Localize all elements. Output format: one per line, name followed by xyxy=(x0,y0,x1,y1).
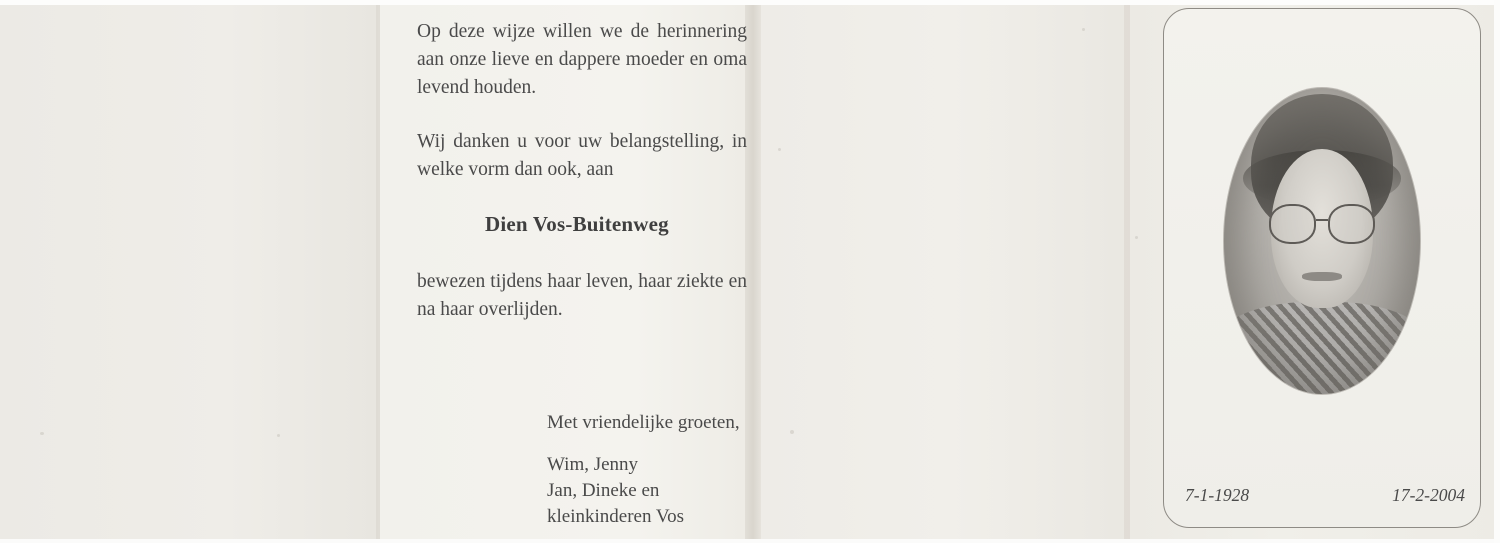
scan-edge-top xyxy=(0,0,1500,5)
scan-edge-bottom xyxy=(0,539,1500,543)
life-dates xyxy=(1185,485,1465,506)
paper-speck xyxy=(277,434,280,437)
paper-speck xyxy=(1082,28,1085,31)
paper-speck xyxy=(40,432,44,435)
signoff-block xyxy=(547,410,797,530)
honoree-name: Dien Vos-Buitenweg xyxy=(485,212,669,236)
paper-speck xyxy=(778,148,781,151)
signoff-name-line: kleinkinderen Vos xyxy=(547,506,685,527)
signoff-greeting: Met vriendelijke groeten, xyxy=(547,412,740,433)
paper-speck xyxy=(1135,236,1138,239)
scan-edge-right xyxy=(1494,0,1500,543)
portrait-photo xyxy=(1224,88,1420,394)
card-panel-left xyxy=(0,0,378,543)
death-date: 17-2-2004 xyxy=(1392,485,1465,505)
card-panel-right xyxy=(761,0,1141,543)
memorial-text-block xyxy=(417,18,747,350)
signoff-names xyxy=(547,452,797,530)
portrait-vignette xyxy=(1224,88,1420,394)
paragraph-1: Op deze wijze willen we de herinnering aan onze lieve en dappere moeder en oma levend houden. xyxy=(417,21,747,98)
birth-date: 7-1-1928 xyxy=(1185,485,1250,505)
signoff-name-line: Wim, Jenny xyxy=(547,454,639,475)
paragraph-2: Wij danken u voor uw belangstelling, in welke vorm dan ook, aan xyxy=(417,131,747,180)
signoff-name-line: Jan, Dineke en xyxy=(547,480,660,501)
closing-paragraph: bewezen tijdens haar leven, haar ziekte en na haar overlijden. xyxy=(417,271,747,320)
